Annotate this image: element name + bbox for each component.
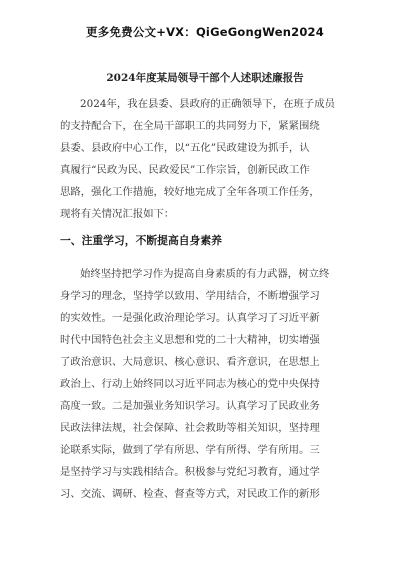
intro-line: 的支持配合下，在全局干部职工的共同努力下，紧紧围绕 [60, 120, 320, 132]
section-line: 的实效性。一是强化政治理论学习。认真学习了习近平新 [60, 312, 320, 324]
intro-line: 县委、县政府中心工作，以“五化”民政建设为抓手，认 [60, 142, 310, 154]
page-header: 更多免费公文+VX：QiGeGongWen2024 [86, 25, 324, 39]
section-line: 时代中国特色社会主义思想和党的二十大精神，切实增强 [60, 334, 320, 346]
section-paragraph [60, 263, 358, 505]
section-line: 习、交流、调研、检查、督查等方式，对民政工作的新形 [60, 488, 320, 500]
section-line: 是坚持学习与实践相结合。积极参与党纪习教育，通过学 [60, 466, 320, 478]
intro-line: 真履行“民政为民、民政爱民”工作宗旨，创新民政工作 [60, 164, 310, 176]
section-line: 身学习的理念，坚持学以致用、学用结合，不断增强学习 [60, 290, 320, 302]
intro-line: 现将有关情况汇报如下： [60, 208, 175, 220]
section-line: 政治上、行动上始终同以习近平同志为核心的党中央保持 [60, 378, 320, 390]
section-heading: 一、注重学习，不断提高自身素养 [60, 234, 222, 247]
section-line: 始终坚持把学习作为提高自身素质的有力武器，树立终 [80, 268, 330, 280]
section-line: 了政治意识、大局意识、核心意识、看齐意识，在思想上 [60, 356, 320, 368]
section-line: 高度一致。二是加强业务知识学习。认真学习了民政业务 [60, 400, 320, 412]
section-line: 民政法律法规，社会保障、社会救助等相关知识，坚持理 [60, 422, 320, 434]
document-title: 2024年度某局领导干部个人述职述廉报告 [106, 72, 304, 84]
intro-paragraph [60, 93, 358, 225]
intro-line: 2024年，我在县委、县政府的正确领导下，在班子成员 [80, 98, 336, 110]
intro-line: 思路，强化工作措施，较好地完成了全年各项工作任务， [60, 186, 320, 198]
section-line: 论联系实际，做到了学有所思、学有所得、学有所用。三 [60, 444, 320, 456]
